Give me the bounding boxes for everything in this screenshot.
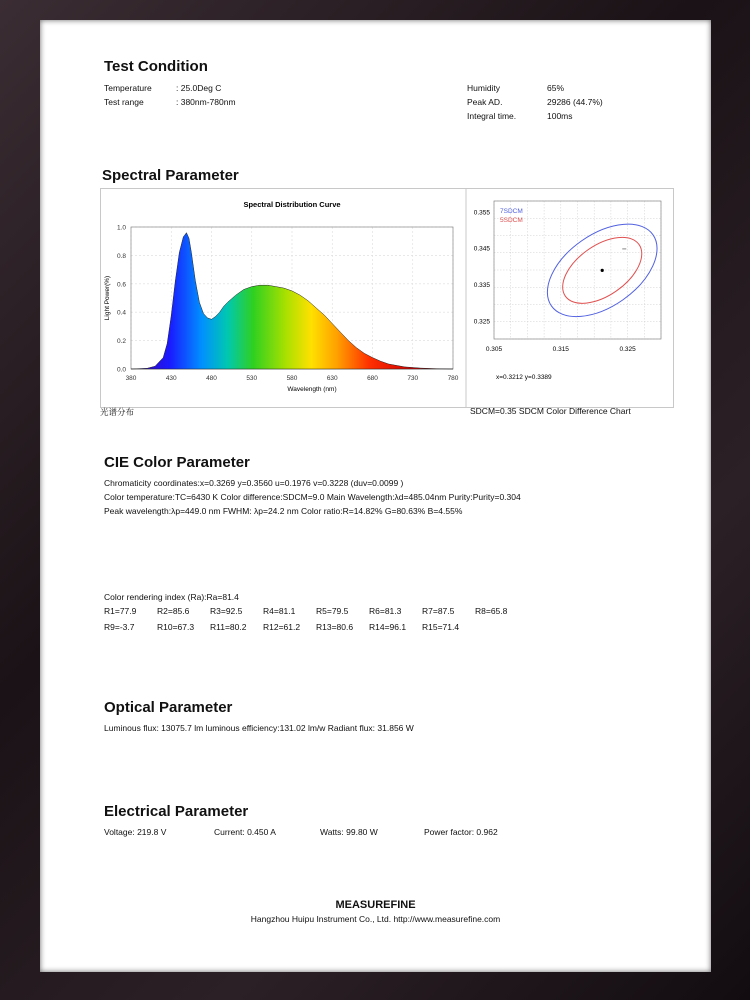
peak-ad-label: Peak AD. [467, 97, 503, 107]
y-tick-label: 1.0 [116, 224, 126, 232]
watts-value: Watts: 99.80 W [320, 827, 378, 837]
voltage-value: Voltage: 219.8 V [104, 827, 167, 837]
y-tick-label: 0.6 [116, 281, 126, 289]
sdcm-y-tick: 0.325 [473, 318, 490, 326]
sdcm-x-tick: 0.325 [619, 346, 636, 353]
x-tick-label: 580 [286, 375, 298, 382]
test-range-value: : 380nm-780nm [176, 97, 236, 107]
sdcm-readout: x=0.3212 y=0.3389 [496, 374, 552, 381]
cri-value: R15=71.4 [422, 622, 460, 632]
cri-value: R10=67.3 [157, 622, 195, 632]
spectral-curve-area [131, 233, 453, 369]
x-axis-label: Wavelength (nm) [287, 386, 337, 393]
cri-value: R13=80.6 [316, 622, 354, 632]
footer-brand: MEASUREFINE [335, 899, 416, 911]
x-tick-label: 530 [246, 375, 258, 382]
optical-line: Luminous flux: 13075.7 lm luminous efficiency:131.02 lm/w Radiant flux: 31.856 W [104, 723, 414, 733]
peak-ad-value: 29286 (44.7%) [547, 97, 603, 107]
sdcm-caption: SDCM=0.35 SDCM Color Difference Chart [470, 406, 631, 416]
humidity-label: Humidity [467, 83, 501, 93]
peak-wavelength-line: Peak wavelength:λp=449.0 nm FWHM: λp=24.2 nm Color ratio:R=14.82% G=80.63% B=4.55% [104, 506, 463, 516]
sdcm-point [601, 269, 604, 272]
cri-value: R6=81.3 [369, 606, 402, 616]
sdcm-y-tick: 0.355 [473, 209, 490, 217]
x-tick-label: 480 [206, 375, 217, 382]
x-tick-label: 780 [447, 375, 459, 382]
humidity-value: 65% [547, 83, 565, 93]
legend-7sdcm: 7SDCM [500, 208, 523, 215]
sdcm-x-tick: 0.305 [485, 346, 503, 353]
integral-time-value: 100ms [547, 111, 573, 121]
x-tick-label: 380 [125, 375, 137, 382]
integral-time-label: Integral time. [467, 111, 517, 121]
cri-value: R5=79.5 [316, 606, 349, 616]
sdcm-y-tick: 0.335 [473, 282, 490, 290]
cri-value: R14=96.1 [369, 622, 407, 632]
x-tick-label: 430 [165, 375, 177, 382]
chromaticity-line: Chromaticity coordinates:x=0.3269 y=0.3560 u=0.1976 v=0.3228 (duv=0.0099 ) [104, 478, 404, 488]
cri-value: R3=92.5 [210, 606, 243, 616]
cri-value: R4=81.1 [263, 606, 296, 616]
current-value: Current: 0.450 A [214, 827, 276, 837]
temperature-label: Temperature [104, 83, 152, 93]
cri-value: R11=80.2 [210, 622, 247, 632]
power-factor-value: Power factor: 0.962 [424, 827, 498, 837]
footer-company: Hangzhou Huipu Instrument Co., Ltd. http://www.measurefine.com [250, 914, 501, 924]
cri-value: R12=61.2 [263, 622, 301, 632]
y-tick-label: 0.0 [116, 366, 126, 374]
y-tick-label: 0.4 [116, 309, 126, 317]
test-condition-heading: Test Condition [104, 58, 208, 75]
y-tick-label: 0.2 [116, 338, 126, 346]
cri-row-1 [104, 606, 528, 616]
x-tick-label: 680 [367, 375, 378, 382]
spectral-distribution-chart [101, 189, 673, 407]
sdcm-x-tick: 0.315 [552, 346, 569, 353]
cri-value: R1=77.9 [104, 606, 137, 616]
spectral-caption: 光谱分布 [100, 408, 135, 418]
x-tick-label: 630 [326, 375, 338, 382]
test-range-label: Test range [104, 97, 144, 107]
y-tick-label: 0.8 [116, 252, 126, 260]
temperature-value: : 25.0Deg C [176, 83, 222, 93]
electrical-heading: Electrical Parameter [104, 803, 249, 820]
y-axis-label: Light Power(%) [104, 275, 111, 321]
cie-heading: CIE Color Parameter [104, 454, 250, 471]
cri-row-2 [104, 622, 475, 632]
optical-heading: Optical Parameter [104, 699, 233, 716]
report-page [40, 20, 711, 972]
color-temperature-line: Color temperature:TC=6430 K Color difference:SDCM=9.0 Main Wavelength:λd=485.04nm Purity:Purity=0.304 [104, 492, 521, 502]
cri-title: Color rendering index (Ra):Ra=81.4 [104, 592, 239, 602]
cri-value: R7=87.5 [422, 606, 455, 616]
legend-5sdcm: 5SDCM [500, 217, 523, 224]
spectral-heading: Spectral Parameter [102, 167, 239, 184]
spectral-chart-panel [100, 188, 674, 408]
cri-value: R9=-3.7 [104, 622, 135, 632]
spectral-chart-title: Spectral Distribution Curve [243, 200, 341, 209]
sdcm-y-tick: 0.345 [473, 245, 490, 253]
cri-value: R8=65.8 [475, 606, 508, 616]
cri-value: R2=85.6 [157, 606, 190, 616]
x-tick-label: 730 [407, 375, 419, 382]
